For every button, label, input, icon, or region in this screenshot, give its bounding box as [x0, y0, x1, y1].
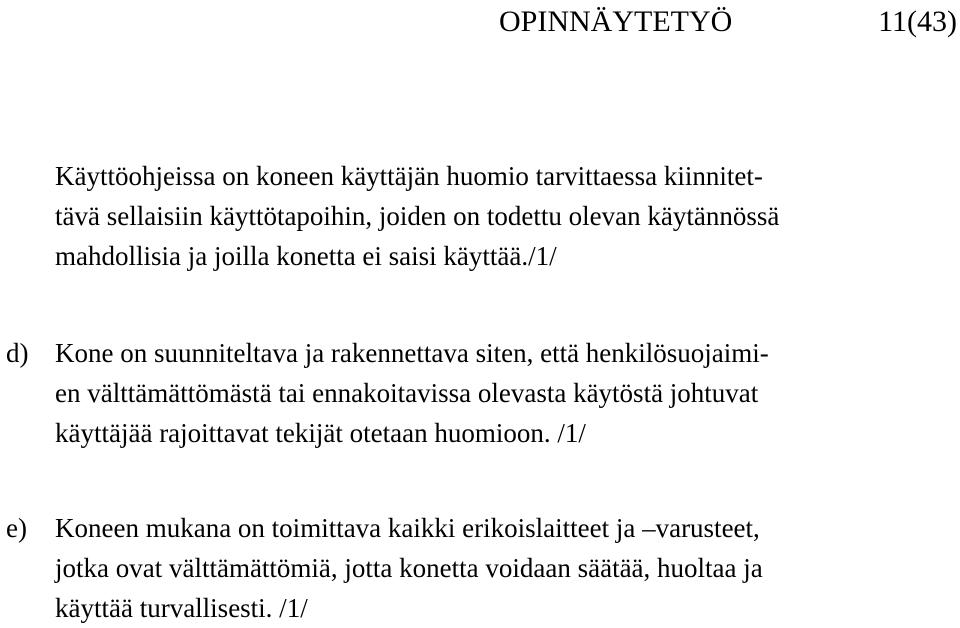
text-line: käyttää turvallisesti. /1/ — [55, 593, 308, 623]
list-item-e — [6, 508, 960, 628]
page-number: 11(43) — [878, 5, 957, 38]
document-title: OPINNÄYTETYÖ — [499, 5, 733, 38]
text-line: jotka ovat välttämättömiä, jotta konetta voidaan säätää, huoltaa ja — [55, 553, 763, 583]
list-item-d — [6, 333, 960, 453]
text-line: Koneen mukana on toimittava kaikki erikoislaitteet ja –varusteet, — [55, 513, 760, 543]
text-line: tävä sellaisiin käyttötapoihin, joiden on todettu olevan käytännössä — [55, 201, 780, 231]
paragraph-usage-instructions — [55, 156, 960, 276]
list-label: d) — [6, 338, 29, 368]
text-line: käyttäjää rajoittavat tekijät otetaan huomioon. /1/ — [55, 418, 586, 448]
text-line: en välttämättömästä tai ennakoitavissa olevasta käytöstä johtuvat — [55, 378, 759, 408]
text-line: Kone on suunniteltava ja rakennettava siten, että henkilösuojaimi- — [55, 338, 769, 368]
list-label: e) — [6, 513, 27, 543]
text-line: Käyttöohjeissa on koneen käyttäjän huomio tarvittaessa kiinnitet- — [55, 161, 763, 191]
text-line: mahdollisia ja joilla konetta ei saisi käyttää./1/ — [55, 241, 557, 271]
